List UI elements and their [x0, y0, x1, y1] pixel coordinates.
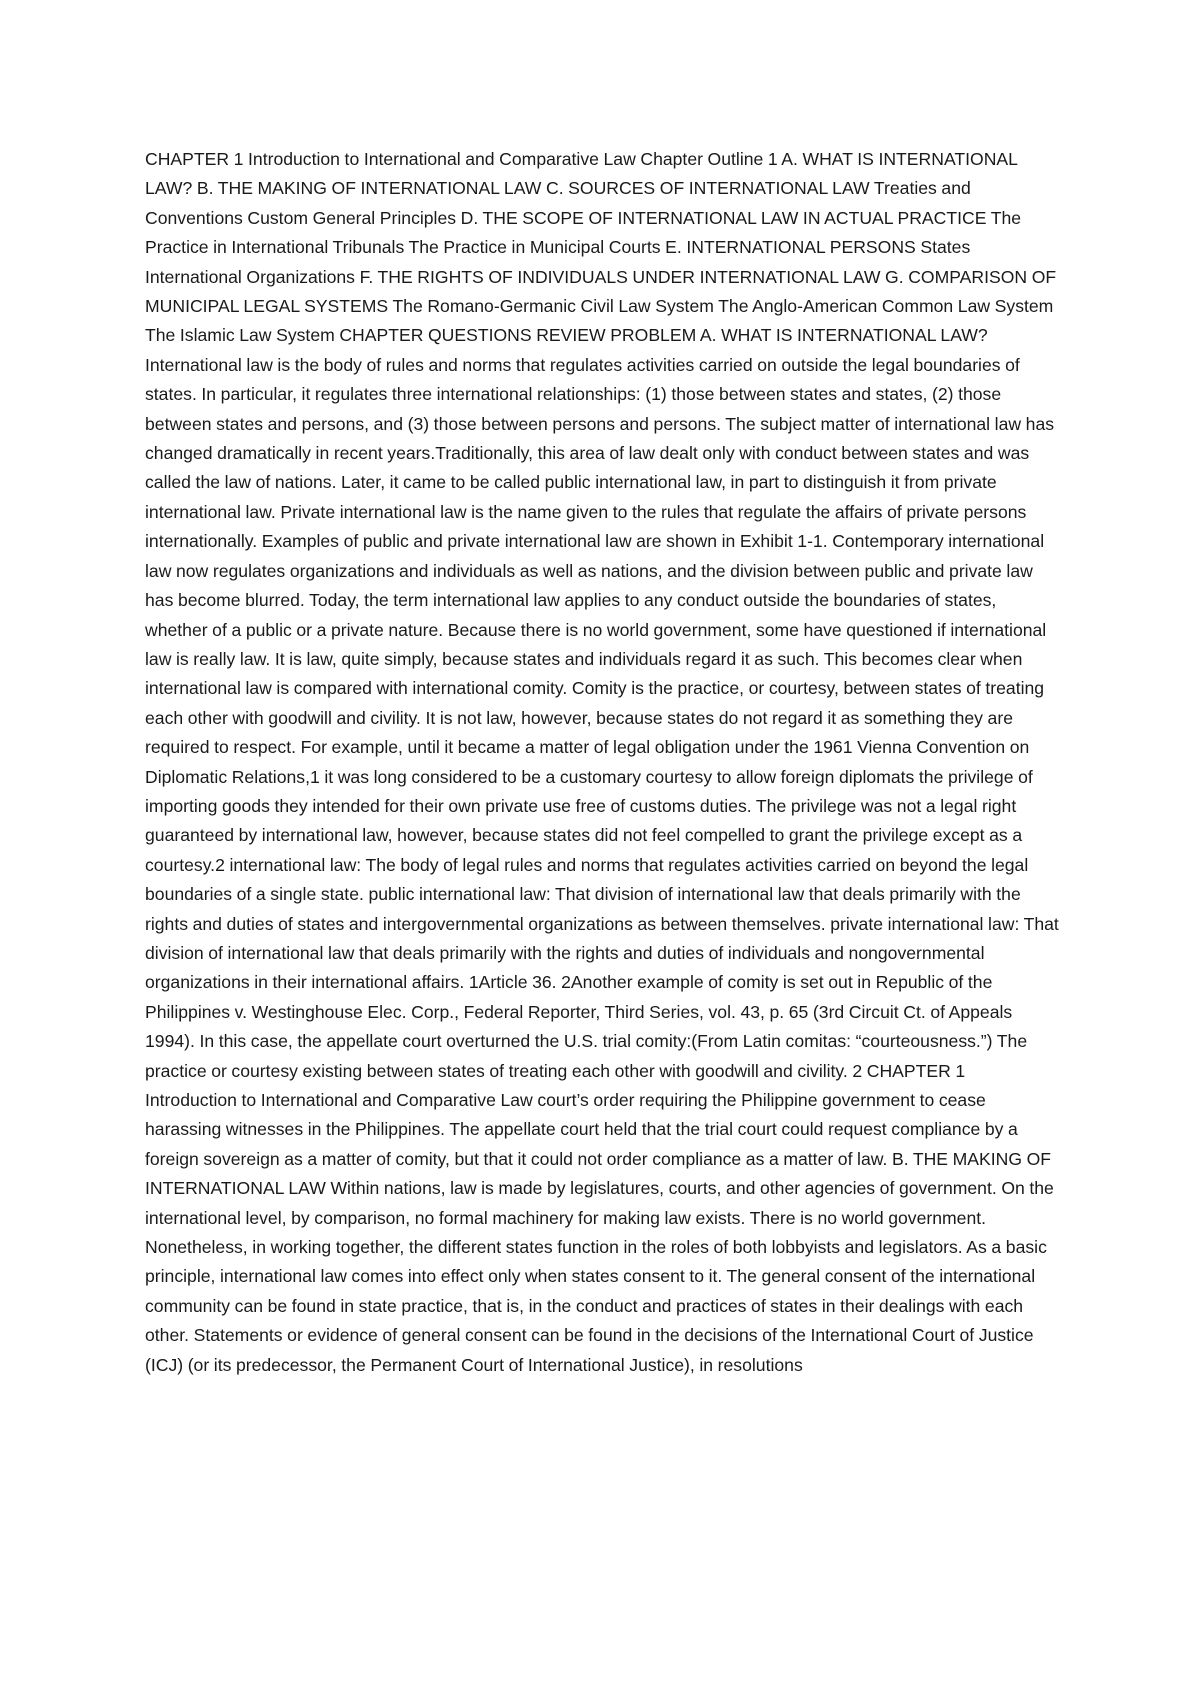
- document-body-text: CHAPTER 1 Introduction to International and Comparative Law Chapter Outline 1 A. WHAT IS INTERNATIONAL LAW? B. THE MAKING OF INTERNATIONAL LAW C. SOURCES OF INTERNATIONAL LAW Treaties and Conventions Custom General Principles D. THE SCOPE OF INTERNATIONAL LAW IN ACTUAL PRACTICE The Practice in International Tribunals The Practice in Municipal Courts E. INTERNATIONAL PERSONS States International Organizations F. THE RIGHTS OF INDIVIDUALS UNDER INTERNATIONAL LAW G. COMPARISON OF MUNICIPAL LEGAL SYSTEMS The Romano-Germanic Civil Law System The Anglo-American Common Law System The Islamic Law System CHAPTER QUESTIONS REVIEW PROBLEM A. WHAT IS INTERNATIONAL LAW? International law is the body of rules and norms that regulates activities carried on outside the legal boundaries of states. In particular, it regulates three international relationships: (1) those between states and states, (2) those between states and persons, and (3) those between persons and persons. The subject matter of international law has changed dramatically in recent years.Traditionally, this area of law dealt only with conduct between states and was called the law of nations. Later, it came to be called public international law, in part to distinguish it from private international law. Private international law is the name given to the rules that regulate the affairs of private persons internationally. Examples of public and private international law are shown in Exhibit 1-1. Contemporary international law now regulates organizations and individuals as well as nations, and the division between public and private law has become blurred. Today, the term international law applies to any conduct outside the boundaries of states, whether of a public or a private nature. Because there is no world government, some have questioned if international law is really law. It is law, quite simply, because states and individuals regard it as such. This becomes clear when international law is compared with international comity. Comity is the practice, or courtesy, between states of treating each other with goodwill and civility. It is not law, however, because states do not regard it as something they are required to respect. For example, until it became a matter of legal obligation under the 1961 Vienna Convention on Diplomatic Relations,1 it was long considered to be a customary courtesy to allow foreign diplomats the privilege of importing goods they intended for their own private use free of customs duties. The privilege was not a legal right guaranteed by international law, however, because states did not feel compelled to grant the privilege except as a courtesy.2 international law: The body of legal rules and norms that regulates activities carried on beyond the legal boundaries of a single state. public international law: That division of international law that deals primarily with the rights and duties of states and intergovernmental organizations as between themselves. private international law: That division of international law that deals primarily with the rights and duties of individuals and nongovernmental organizations in their international affairs. 1Article 36. 2Another example of comity is set out in Republic of the Philippines v. Westinghouse Elec. Corp., Federal Reporter, Third Series, vol. 43, p. 65 (3rd Circuit Ct. of Appeals 1994). In this case, the appellate court overturned the U.S. trial comity:(From Latin comitas: “courteousness.”) The practice or courtesy existing between states of treating each other with goodwill and civility. 2 CHAPTER 1 Introduction to International and Comparative Law court’s order requiring the Philippine government to cease harassing witnesses in the Philippines. The appellate court held that the trial court could request compliance by a foreign sovereign as a matter of comity, but that it could not order compliance as a matter of law. B. THE MAKING OF INTERNATIONAL LAW Within nations, law is made by legislatures, courts, and other agencies of government. On the international level, by comparison, no formal machinery for making law exists. There is no world government. Nonetheless, in working together, the different states function in the roles of both lobbyists and legislators. As a basic principle, international law comes into effect only when states consent to it. The general consent of the international community can be found in state practice, that is, in the conduct and practices of states in their dealings with each other. Statements or evidence of general consent can be found in the decisions of the International Court of Justice (ICJ) (or its predecessor, the Permanent Court of International Justice), in resolutions: [145, 149, 1059, 1375]
